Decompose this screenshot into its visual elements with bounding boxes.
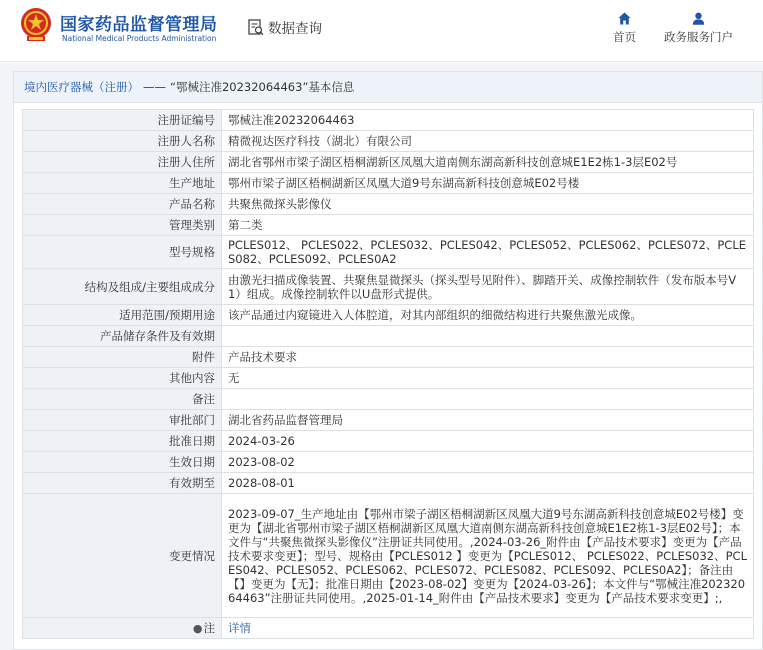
field-label: 审批部门: [23, 410, 222, 431]
field-value: 共聚焦微探头影像仪: [222, 194, 754, 215]
table-row: [23, 389, 754, 410]
field-label: 附件: [23, 347, 222, 368]
home-icon: [618, 12, 631, 25]
data-query-label: 数据查询: [268, 21, 322, 37]
field-value: 无: [222, 368, 754, 389]
table-row: [23, 173, 754, 194]
table-row: [23, 152, 754, 173]
table-row: [23, 347, 754, 368]
field-value: 由激光扫描成像装置、共聚焦显微探头（探头型号见附件）、脚踏开关、成像控制软件（发布版本号V1）组成。成像控制软件以U盘形式提供。: [222, 269, 754, 305]
table-row: [23, 452, 754, 473]
field-label: 生效日期: [23, 452, 222, 473]
field-value: 产品技术要求: [222, 347, 754, 368]
field-value: 鄂州市梁子湖区梧桐湖新区凤凰大道9号东湖高新科技创意城E02号楼: [222, 173, 754, 194]
field-label: 产品储存条件及有效期: [23, 326, 222, 347]
table-row: [23, 473, 754, 494]
table-row: [23, 236, 754, 269]
field-value: 第二类: [222, 215, 754, 236]
table-row: [23, 410, 754, 431]
table-row: [23, 326, 754, 347]
field-value: PCLES012、 PCLES022、PCLES032、PCLES042、PCLES052、PCLES062、PCLES072、PCLES082、PCLES092、PCLES0A2: [222, 236, 754, 269]
field-label: 备注: [23, 389, 222, 410]
field-value: 湖北省鄂州市梁子湖区梧桐湖新区凤凰大道南侧东湖高新科技创意城E1E2栋1-3层E02号: [222, 152, 754, 173]
field-label: 批准日期: [23, 431, 222, 452]
nav-home-label: 首页: [613, 30, 636, 44]
table-row: [23, 305, 754, 326]
nav-home[interactable]: [613, 12, 636, 45]
field-label: 结构及组成/主要组成成分: [23, 269, 222, 305]
user-icon: [692, 12, 705, 25]
field-value: 鄂械注准20232064463: [222, 110, 754, 131]
breadcrumb-separator: ——: [143, 80, 166, 94]
note-label-cell: [23, 618, 222, 639]
nav-service-portal-label: 政务服务门户: [664, 30, 733, 44]
org-name-cn[interactable]: 国家药品监督管理局: [60, 15, 218, 35]
field-label: 生产地址: [23, 173, 222, 194]
table-row: [23, 269, 754, 305]
detail-link[interactable]: 详情: [228, 621, 251, 635]
table-row: [23, 131, 754, 152]
breadcrumb-title: “鄂械注准20232064463”基本信息: [170, 80, 355, 94]
field-value: [222, 389, 754, 410]
table-row: [23, 215, 754, 236]
field-value: 2023-08-02: [222, 452, 754, 473]
field-label: 管理类别: [23, 215, 222, 236]
field-label: 注册人名称: [23, 131, 222, 152]
field-value: 2023-09-07_生产地址由【鄂州市梁子湖区梧桐湖新区凤凰大道9号东湖高新科技创意城E02号楼】变更为【湖北省鄂州市梁子湖区梧桐湖新区凤凰大道南侧东湖高新科技创意城E1E2栋1-3层E02号】；本文件与“共聚焦微探头影像仪”注册证共同使用。,2024-03-26_附件由【产品技术要求】变更为【产品技术要求变更】；型号、规格由【PCLES012 】变更为【PCLES012、 PCLES022、PCLES032、PCLES042、PCLES052、PCLES062、PCLES072、PCLES082、PCLES092、PCLES0A2】；备注由【】变更为【无】；批准日期由【2023-08-02】变更为【2024-03-26】；本文件与“鄂械注准20232064463”注册证共同使用。,2025-01-14_附件由【产品技术要求】变更为【产品技术要求变更】;,: [222, 494, 754, 618]
field-value: [222, 326, 754, 347]
field-label: 有效期至: [23, 473, 222, 494]
field-label: 其他内容: [23, 368, 222, 389]
field-value: 2024-03-26: [222, 431, 754, 452]
note-value-cell: [222, 618, 754, 639]
detail-panel: [13, 71, 763, 650]
field-value: 湖北省药品监督管理局: [222, 410, 754, 431]
field-label: 注册证编号: [23, 110, 222, 131]
field-label: 型号规格: [23, 236, 222, 269]
table-row: [23, 368, 754, 389]
field-value: 该产品通过内窥镜进入人体腔道，对其内部组织的细微结构进行共聚焦激光成像。: [222, 305, 754, 326]
field-value: 精微视达医疗科技（湖北）有限公司: [222, 131, 754, 152]
breadcrumb: [14, 72, 762, 103]
field-label: 变更情况: [23, 494, 222, 618]
breadcrumb-category[interactable]: 境内医疗器械（注册）: [24, 80, 139, 94]
national-emblem-icon: [20, 7, 52, 43]
field-value: 2028-08-01: [222, 473, 754, 494]
org-name-en: National Medical Products Administration: [62, 34, 217, 43]
globe-icon: ●: [192, 621, 203, 635]
site-header: [0, 0, 763, 62]
table-row: [23, 194, 754, 215]
table-row: [23, 494, 754, 618]
field-label: 适用范围/预期用途: [23, 305, 222, 326]
note-label: 注: [203, 620, 215, 635]
table-row: [23, 431, 754, 452]
data-query-link[interactable]: [248, 17, 322, 37]
data-query-icon: [248, 19, 264, 36]
field-label: 注册人住所: [23, 152, 222, 173]
field-label: 产品名称: [23, 194, 222, 215]
nav-service-portal[interactable]: [664, 12, 733, 45]
table-row: [23, 110, 754, 131]
table-row: [23, 618, 754, 639]
detail-table: [22, 109, 754, 639]
